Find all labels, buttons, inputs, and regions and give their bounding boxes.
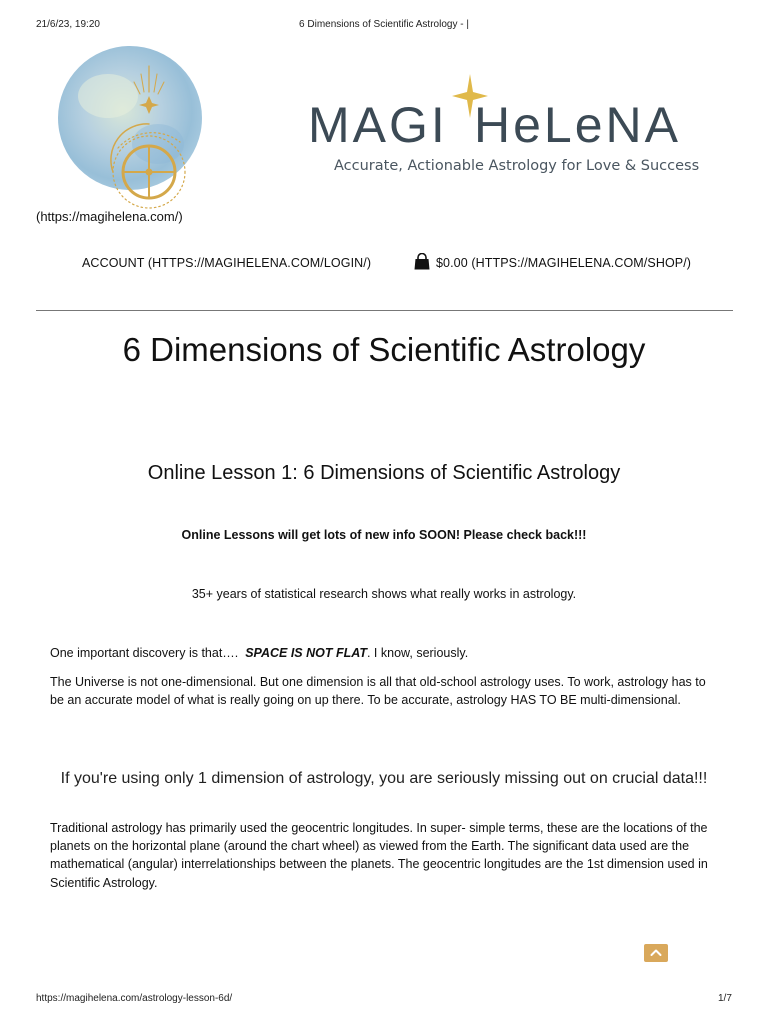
notice-text: Online Lessons will get lots of new info SOON! Please check back!!! xyxy=(181,528,587,542)
header-divider xyxy=(36,310,733,311)
discovery-prefix: One important discovery is that…. xyxy=(50,646,246,660)
traditional-paragraph: Traditional astrology has primarily used the geocentric longitudes. In super- simple terms, these are the locations of the planets on the horizontal plane (around the chart wheel) as viewed from the Earth. The significant data used are the mathematical (angular) interrelationships between the planets. The geocentric longitudes are the 1st dimension used in Scientific Astrology. xyxy=(50,821,708,890)
account-link[interactable]: ACCOUNT (HTTPS://MAGIHELENA.COM/LOGIN/) xyxy=(82,256,372,270)
print-page-title: 6 Dimensions of Scientific Astrology - | xyxy=(299,19,469,30)
page-title: 6 Dimensions of Scientific Astrology xyxy=(122,331,646,368)
home-link[interactable]: (https://magihelena.com/) xyxy=(36,209,183,224)
callout-text: If you're using only 1 dimension of astrology, you are seriously missing out on crucial data!!! xyxy=(60,770,708,787)
chevron-up-icon xyxy=(644,944,668,962)
discovery-suffix: . I know, seriously. xyxy=(366,646,469,660)
print-datetime: 21/6/23, 19:20 xyxy=(36,19,100,30)
intro-text: 35+ years of statistical research shows what really works in astrology. xyxy=(191,587,577,601)
print-footer-url: https://magihelena.com/astrology-lesson-6d/ xyxy=(36,993,233,1004)
brand-wordmark xyxy=(308,78,708,188)
brand-name-helena: HeLeNA xyxy=(474,97,681,153)
magi-helena-emblem-logo[interactable] xyxy=(48,44,224,212)
shopping-bag-icon[interactable] xyxy=(414,253,430,270)
brand-name-magi: MAGI xyxy=(308,97,448,153)
universe-paragraph: The Universe is not one-dimensional. But one dimension is all that old-school astrology uses. To work, astrology has to be an accurate model of what is really going on up there. To be accurate, astrology HAS TO BE multi-dimensional. xyxy=(50,675,706,708)
lesson-title: Online Lesson 1: 6 Dimensions of Scientific Astrology xyxy=(147,462,621,484)
discovery-paragraph xyxy=(50,644,718,662)
print-page-number: 1/7 xyxy=(718,993,732,1004)
scroll-to-top-button[interactable] xyxy=(644,944,668,962)
brand-tagline: Accurate, Actionable Astrology for Love & Success xyxy=(334,158,700,174)
discovery-emphasis: SPACE IS NOT FLAT xyxy=(245,646,367,660)
cart-link[interactable]: $0.00 (HTTPS://MAGIHELENA.COM/SHOP/) xyxy=(436,256,692,270)
